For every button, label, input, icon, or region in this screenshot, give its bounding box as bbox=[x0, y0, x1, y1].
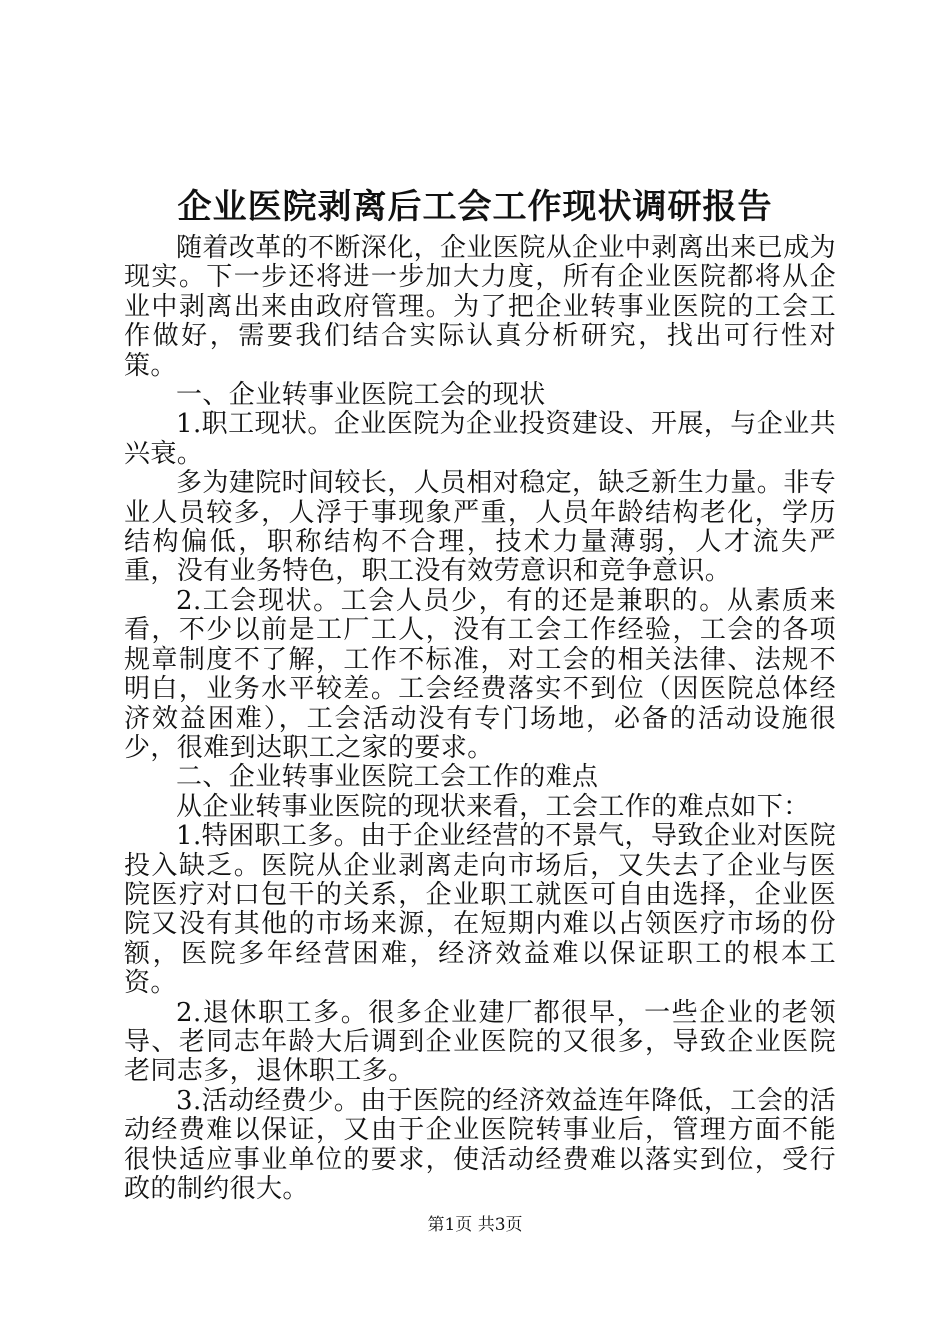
paragraph-staff-status: 1.职工现状。企业医院为企业投资建设、开展，与企业共兴衰。 bbox=[124, 409, 836, 469]
paragraph-difficulty-3: 3.活动经费少。由于医院的经济效益连年降低，工会的活动经费难以保证，又由于企业医院转事业后，管理方面不能很快适应事业单位的要求，使活动经费难以落实到位，受行政的制约很大。 bbox=[124, 1085, 836, 1204]
section-heading-difficulties: 二、企业转事业医院工会工作的难点 bbox=[176, 762, 599, 793]
paragraph-difficulty-1: 1.特困职工多。由于企业经营的不景气，导致企业对医院投入缺乏。医院从企业剥离走向市场后，又失去了企业与医院医疗对口包干的关系，企业职工就医可自由选择，企业医院又没有其他的市场来源，在短期内难以占领医疗市场的份额，医院多年经营困难，经济效益难以保证职工的根本工资。 bbox=[124, 821, 836, 999]
document-body bbox=[124, 234, 836, 1204]
paragraph-union-status: 2.工会现状。工会人员少，有的还是兼职的。从素质来看，不少以前是工厂工人，没有工会工作经验，工会的各项规章制度不了解，工作不标准，对工会的相关法律、法规不明白，业务水平较差。工会经费落实不到位（因医院总体经济效益困难），工会活动没有专门场地，必备的活动设施很少，很难到达职工之家的要求。 bbox=[124, 585, 836, 763]
section-heading-status: 一、企业转事业医院工会的现状 bbox=[176, 380, 546, 411]
paragraph-difficulties-intro: 从企业转事业医院的现状来看，工会工作的难点如下： bbox=[176, 791, 810, 822]
paragraph-staff-detail: 多为建院时间较长，人员相对稳定，缺乏新生力量。非专业人员较多，人浮于事现象严重，人员年龄结构老化，学历结构偏低，职称结构不合理，技术力量薄弱，人才流失严重，没有业务特色，职工没有效劳意识和竞争意识。 bbox=[124, 468, 837, 587]
document-title: 企业医院剥离后工会工作现状调研报告 bbox=[177, 187, 773, 227]
paragraph-difficulty-2: 2.退休职工多。很多企业建厂都很早，一些企业的老领导、老同志年龄大后调到企业医院的又很多，导致企业医院老同志多，退休职工多。 bbox=[124, 997, 836, 1087]
page-number-footer: 第1页 共3页 bbox=[427, 1215, 523, 1235]
paragraph-intro: 随着改革的不断深化，企业医院从企业中剥离出来已成为现实。下一步还将进一步加大力度，所有企业医院都将从企业中剥离出来由政府管理。为了把企业转事业医院的工会工作做好，需要我们结合实际认真分析研究，找出可行性对策。 bbox=[124, 233, 837, 381]
